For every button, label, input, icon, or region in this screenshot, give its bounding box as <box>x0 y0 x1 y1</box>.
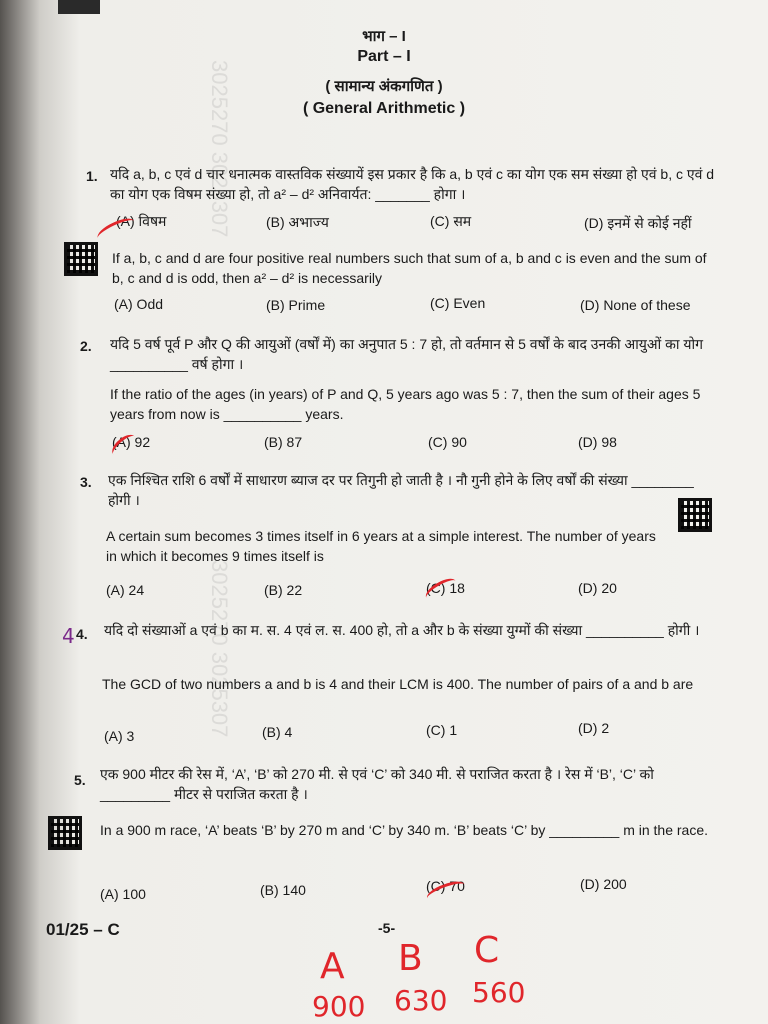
question-number: 4. <box>76 626 88 642</box>
question-1-english: If a, b, c and d are four positive real numbers such that sum of a, b and c is even and the sum of b, c and d is odd, then a² – d² is necessarily <box>112 250 707 286</box>
q3-option-b: (B) 22 <box>264 582 303 598</box>
q2-option-c: (C) 90 <box>428 434 467 450</box>
q2-option-a: (A) 92 <box>112 434 151 450</box>
q1-option-a: (A) Odd <box>114 296 164 312</box>
question-number: 3. <box>80 474 92 490</box>
q1-hindi-option-c: (C) सम <box>430 213 472 229</box>
question-1-hindi: यदि a, b, c एवं d चार धनात्मक वास्तविक संख्यायें इस प्रकार है कि a, b एवं c का योग एक सम संख्या हो एवं b, c एवं d का योग एक विषम संख्या हो, तो a² – d² अनिवार्यत: _______ होगा । <box>110 166 715 202</box>
q3-option-c: (C) 18 <box>426 580 465 596</box>
question-3-english: A certain sum becomes 3 times itself in 6 years at a simple interest. The number of years in which it becomes 9 times itself is <box>106 528 656 564</box>
question-4-english: The GCD of two numbers a and b is 4 and their LCM is 400. The number of pairs of a and b are <box>102 676 694 692</box>
q4-option-a: (A) 3 <box>104 728 135 744</box>
handwritten-value-c: 560 <box>472 976 526 1009</box>
handwritten-question-marker: 4 <box>62 624 75 648</box>
q1-hindi-option-b: (B) अभाज्य <box>266 214 329 230</box>
question-2-hindi: यदि 5 वर्ष पूर्व P और Q की आयुओं (वर्षों में) का अनुपात 5 : 7 हो, तो वर्तमान से 5 वर्षों के बाद उनकी आयुओं का योग __________ वर्ष होगा । <box>110 336 704 372</box>
q1-option-c: (C) Even <box>430 295 486 311</box>
part-title: Part – I <box>357 48 411 65</box>
q4-option-c: (C) 1 <box>426 722 458 738</box>
q4-option-d: (D) 2 <box>578 720 610 736</box>
q3-option-d: (D) 20 <box>578 580 617 596</box>
q3-option-a: (A) 24 <box>106 582 145 598</box>
q1-option-b: (B) Prime <box>266 297 326 313</box>
corner-mark <box>58 0 100 14</box>
handwritten-letter-b: B <box>398 938 423 979</box>
paper-code: 01/25 – C <box>46 920 120 939</box>
q1-hindi-option-a: (A) विषम <box>116 213 167 229</box>
q5-option-c: (C) 70 <box>426 878 465 894</box>
q1-hindi-option-d: (D) इनमें से कोई नहीं <box>584 215 692 231</box>
handwritten-value-b: 630 <box>394 984 448 1017</box>
q2-option-d: (D) 98 <box>578 434 617 450</box>
q5-option-b: (B) 140 <box>260 882 306 898</box>
question-3-hindi: एक निश्चित राशि 6 वर्षों में साधारण ब्याज दर पर तिगुनी हो जाती है । नौ गुनी होने के लिए वर्षों की संख्या ________ होगी । <box>108 472 694 508</box>
watermark: 3025270 3025307 <box>207 60 232 238</box>
part-title-hindi: भाग – I <box>362 28 406 45</box>
question-4-hindi: यदि दो संख्याओं a एवं b का म. स. 4 एवं ल. स. 400 हो, तो a और b के संख्या युग्मों की संख्या __________ होगी । <box>104 622 700 638</box>
handwritten-letter-c: C <box>474 930 500 971</box>
subject-title: ( General Arithmetic ) <box>302 100 466 117</box>
handwritten-value-a: 900 <box>312 990 366 1023</box>
question-number: 5. <box>74 772 86 788</box>
q1-option-d: (D) None of these <box>580 297 691 313</box>
question-5-english: In a 900 m race, ‘A’ beats ‘B’ by 270 m and ‘C’ by 340 m. ‘B’ beats ‘C’ by _________ m in the race. <box>100 822 709 838</box>
qr-code <box>48 816 82 850</box>
subject-hindi: ( सामान्य अंकगणित ) <box>325 78 443 95</box>
q4-option-b: (B) 4 <box>262 724 293 740</box>
handwritten-letter-a: A <box>320 946 345 987</box>
page-number: -5- <box>378 920 396 936</box>
q2-option-b: (B) 87 <box>264 434 303 450</box>
q5-option-a: (A) 100 <box>100 886 146 902</box>
question-number: 2. <box>80 338 92 354</box>
watermark-lower: 3025270 3025307 <box>207 560 232 738</box>
qr-code <box>678 498 712 532</box>
question-5-hindi: एक 900 मीटर की रेस में, ‘A’, ‘B’ को 270 मी. से एवं ‘C’ को 340 मी. से पराजित करता है । रेस में ‘B’, ‘C’ को _________ मीटर से पराजित करता है । <box>100 766 654 802</box>
qr-code <box>64 242 98 276</box>
question-2-english: If the ratio of the ages (in years) of P and Q, 5 years ago was 5 : 7, then the sum of their ages 5 years from now is __________ years. <box>110 386 701 422</box>
question-number: 1. <box>86 168 98 184</box>
q5-option-d: (D) 200 <box>580 876 627 892</box>
